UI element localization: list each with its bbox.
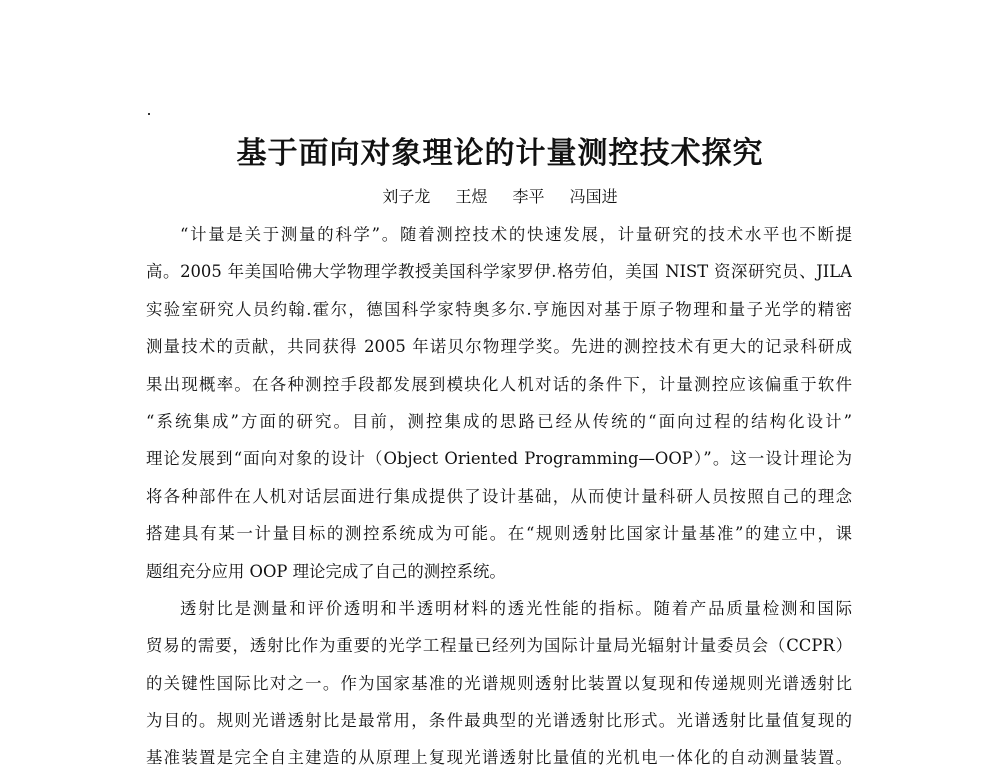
text-line: 将各种部件在人机对话层面进行集成提供了设计基础，从而使计量科研人员按照自己的理念 [146,486,852,506]
author-name: 刘子龙 [382,187,431,206]
paragraph-1 [146,216,852,590]
text-line: 基准装置是完全自主建造的从原理上复现光谱透射比量值的光机电一体化的自动测量装置。 [146,748,852,768]
article-body [146,216,852,777]
text-line: “系统集成”方面的研究。目前，测控集成的思路已经从传统的“面向过程的结构化设计” [146,411,852,431]
paragraph-2 [146,590,852,777]
author-name: 冯国进 [569,187,618,206]
text-line: 实验室研究人员约翰.霍尔，德国科学家特奥多尔.亨施因对基于原子物理和量子光学的精密 [146,299,852,319]
text-line: 贸易的需要，透射比作为重要的光学工程量已经列为国际计量局光辐射计量委员会（CCPR） [146,636,852,656]
text-line: 透射比是测量和评价透明和半透明材料的透光性能的指标。随着产品质量检测和国际 [180,598,852,618]
author-name: 王煜 [455,187,488,206]
author-name: 李平 [512,187,545,206]
author-list [0,184,1000,207]
text-line: “计量是关于测量的科学”。随着测控技术的快速发展，计量研究的技术水平也不断提 [180,225,852,244]
text-line: 搭建具有某一计量目标的测控系统成为可能。在“规则透射比国家计量基准”的建立中，课 [146,524,852,544]
text-line: 果出现概率。在各种测控手段都发展到模块化人机对话的条件下，计量测控应该偏重于软件 [146,374,852,394]
text-line: 理论发展到“面向对象的设计（Object Oriented Programming—OOP）”。这一设计理论为 [146,449,852,469]
text-line: 测量技术的贡献，共同获得 2005 年诺贝尔物理学奖。先进的测控技术有更大的记录科研成 [146,337,852,357]
page-title: 基于面向对象理论的计量测控技术探究 [236,136,764,171]
scan-speck [148,113,150,115]
text-line: 高。2005 年美国哈佛大学物理学教授美国科学家罗伊.格劳伯，美国 NIST 资深研究员、JILA [146,262,852,282]
text-line: 题组充分应用 OOP 理论完成了自己的测控系统。 [146,561,506,581]
text-line: 的关键性国际比对之一。作为国家基准的光谱规则透射比装置以复现和传递规则光谱透射比 [146,673,852,693]
text-line: 为目的。规则光谱透射比是最常用，条件最典型的光谱透射比形式。光谱透射比量值复现的 [146,711,852,731]
